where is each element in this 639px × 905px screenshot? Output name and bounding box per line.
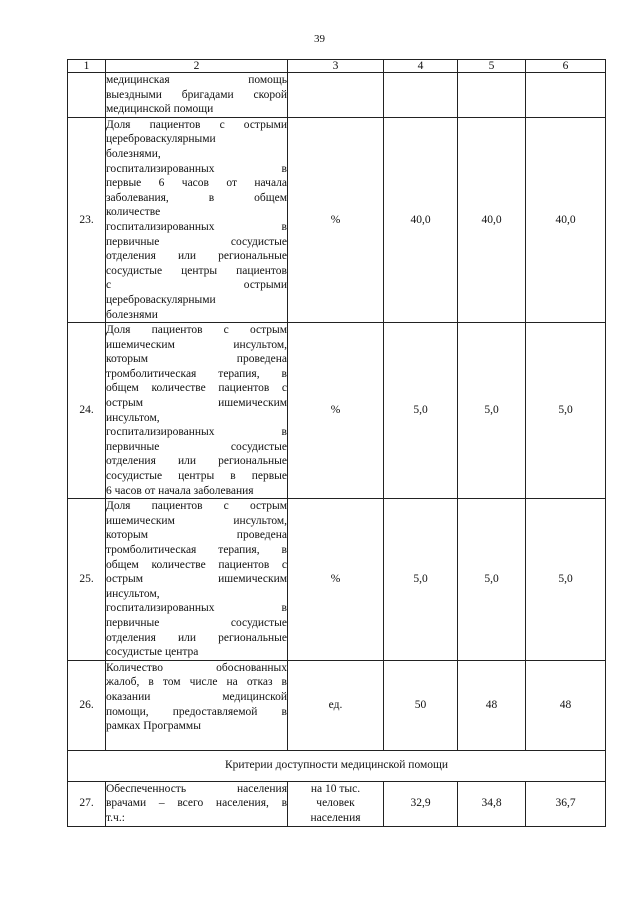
name-line: которым проведена <box>106 529 287 542</box>
name-line: тромболитическая терапия, в <box>106 544 287 556</box>
page-number: 39 <box>314 33 325 45</box>
table-row-27 <box>68 781 606 826</box>
value-cell: 5,0 <box>384 323 458 499</box>
unit-cell <box>288 781 384 826</box>
name-line: госпитализированных в <box>106 426 287 439</box>
name-line: отделения или региональные <box>106 631 287 644</box>
unit-line: человек <box>316 797 355 810</box>
value-cell: 32,9 <box>384 781 458 826</box>
name-line: медицинская помощь <box>106 74 287 86</box>
value-cell <box>384 73 458 118</box>
name-line: первичные сосудистые <box>106 616 287 629</box>
name-line: которым проведена <box>106 353 287 366</box>
indicator-name-cell <box>106 781 288 826</box>
row-number-cell <box>68 73 106 118</box>
unit-cell: % <box>288 323 384 499</box>
indicator-name-cell <box>106 323 288 499</box>
name-line: цереброваскулярными <box>106 133 216 146</box>
name-line: с острыми <box>106 279 287 292</box>
name-line: оказании медицинской <box>106 690 287 703</box>
name-line: медицинской помощи <box>106 103 214 116</box>
name-line: 6 часов от начала заболевания <box>106 484 254 497</box>
column-number: 6 <box>526 60 606 73</box>
row-number-cell: 24. <box>68 323 106 499</box>
indicator-name-cell <box>106 499 288 661</box>
value-cell: 5,0 <box>526 499 606 661</box>
table-row-continuation <box>68 73 606 118</box>
indicator-name-cell <box>106 117 288 322</box>
name-line: сосудистые центры пациентов <box>106 264 287 277</box>
name-line: тромболитическая терапия, в <box>106 367 287 380</box>
value-cell: 5,0 <box>526 323 606 499</box>
name-line: жалоб, в том числе на отказ в <box>106 676 287 689</box>
section-header-row <box>68 750 606 781</box>
value-cell: 40,0 <box>458 117 526 322</box>
name-line: госпитализированных в <box>106 602 287 615</box>
row-number-cell: 23. <box>68 117 106 322</box>
name-line: острым ишемическим <box>106 573 287 586</box>
name-line: отделения или региональные <box>106 455 287 468</box>
section-title: Критерии доступности медицинской помощи <box>68 750 606 781</box>
value-cell <box>526 73 606 118</box>
name-line: инсультом, <box>106 587 160 600</box>
column-number: 3 <box>288 60 384 73</box>
name-line: сосудистые центра <box>106 646 199 659</box>
name-line: заболевания, в общем <box>106 191 287 204</box>
name-line: рамках Программы <box>106 720 201 733</box>
value-cell: 34,8 <box>458 781 526 826</box>
row-number-cell: 27. <box>68 781 106 826</box>
name-line: Доля пациентов с острым <box>106 500 287 513</box>
name-line: ишемическим инсультом, <box>106 514 287 527</box>
name-line: т.ч.: <box>106 811 125 824</box>
column-number: 1 <box>68 60 106 73</box>
name-line: Количество обоснованных <box>106 661 287 674</box>
name-line: инсультом, <box>106 411 160 424</box>
column-number: 4 <box>384 60 458 73</box>
table-row-24 <box>68 323 606 499</box>
value-cell: 36,7 <box>526 781 606 826</box>
value-cell: 40,0 <box>526 117 606 322</box>
column-number-row <box>68 60 606 73</box>
value-cell: 40,0 <box>384 117 458 322</box>
indicator-name-cell <box>106 660 288 750</box>
unit-cell: ед. <box>288 660 384 750</box>
unit-line: населения <box>310 811 361 824</box>
criteria-table <box>67 59 606 827</box>
name-line: количестве <box>106 206 161 219</box>
name-line: Доля пациентов с острыми <box>106 118 287 131</box>
name-line: госпитализированных в <box>106 162 287 175</box>
name-line: ишемическим инсультом, <box>106 338 287 351</box>
row-number-cell: 26. <box>68 660 106 750</box>
name-line: Обеспеченность населения <box>106 782 287 795</box>
indicator-name-cell <box>106 73 288 118</box>
name-line: болезнями, <box>106 147 161 160</box>
unit-cell: % <box>288 117 384 322</box>
name-line: Доля пациентов с острым <box>106 324 287 337</box>
name-line: общем количестве пациентов с <box>106 558 287 571</box>
column-number: 5 <box>458 60 526 73</box>
unit-cell: % <box>288 499 384 661</box>
value-cell: 5,0 <box>384 499 458 661</box>
name-line: острым ишемическим <box>106 397 287 410</box>
name-line: помощи, предоставляемой в <box>106 705 287 718</box>
name-line: госпитализированных в <box>106 220 287 233</box>
unit-line: на 10 тыс. <box>310 782 361 795</box>
value-cell <box>458 73 526 118</box>
table-row-25 <box>68 499 606 661</box>
name-line: отделения или региональные <box>106 250 287 263</box>
name-line: выездными бригадами скорой <box>106 88 287 101</box>
value-cell: 48 <box>458 660 526 750</box>
row-number-cell: 25. <box>68 499 106 661</box>
unit-cell <box>288 73 384 118</box>
name-line: болезнями <box>106 308 158 321</box>
value-cell: 5,0 <box>458 323 526 499</box>
name-line: первые 6 часов от начала <box>106 177 287 190</box>
name-line: общем количестве пациентов с <box>106 382 287 395</box>
name-line: цереброваскулярными <box>106 293 216 306</box>
column-number: 2 <box>106 60 288 73</box>
name-line: врачами – всего населения, в <box>106 797 287 810</box>
value-cell: 48 <box>526 660 606 750</box>
value-cell: 5,0 <box>458 499 526 661</box>
name-line: первичные сосудистые <box>106 235 287 248</box>
name-line: первичные сосудистые <box>106 440 287 453</box>
name-line: сосудистые центры в первые <box>106 470 287 483</box>
table-row-26 <box>68 660 606 750</box>
value-cell: 50 <box>384 660 458 750</box>
table-row-23 <box>68 117 606 322</box>
